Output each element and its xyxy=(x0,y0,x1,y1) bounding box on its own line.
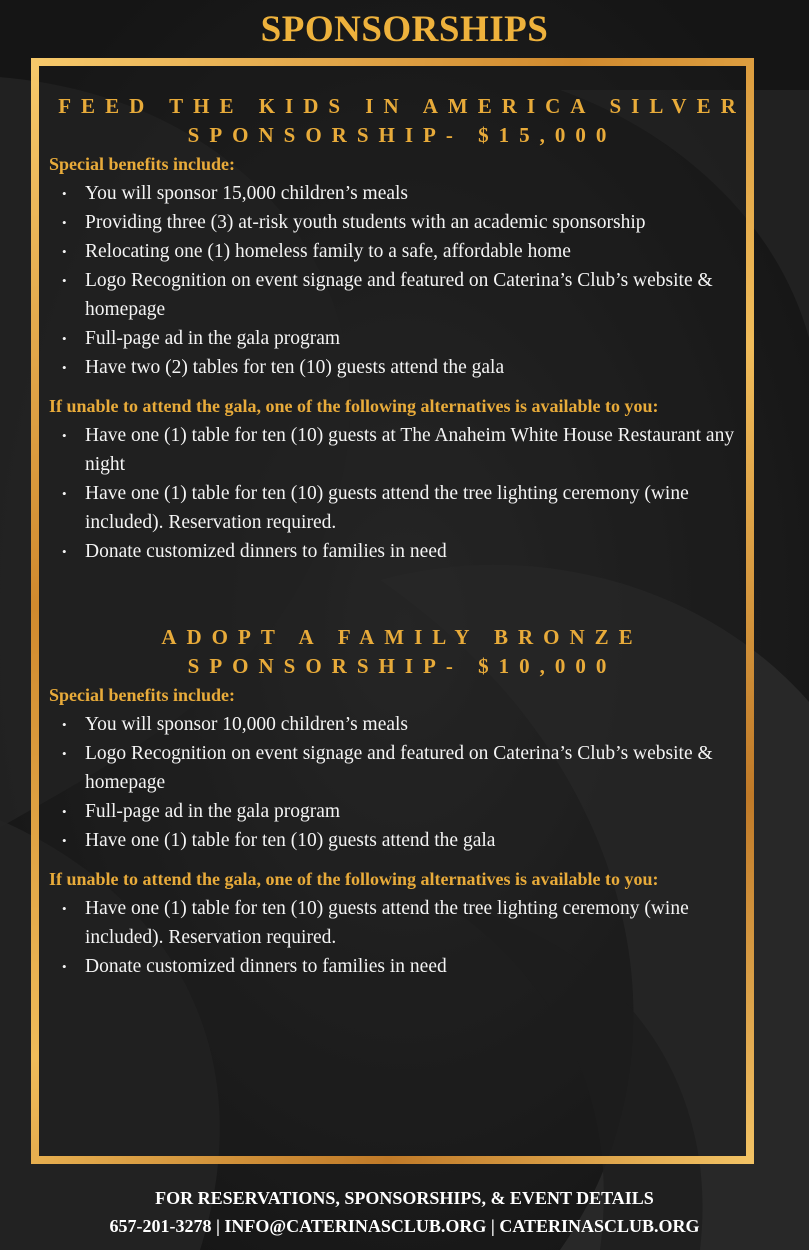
silver-alternatives-list xyxy=(49,421,761,566)
list-item: • Full-page ad in the gala program xyxy=(62,797,761,826)
silver-alternatives-label: If unable to attend the gala, one of the following alternatives is available to you: xyxy=(49,396,659,416)
silver-benefits-label: Special benefits include: xyxy=(49,154,236,174)
silver-benefits-list xyxy=(49,179,761,382)
silver-title-line1: FEED THE KIDS IN AMERICA SILVER xyxy=(58,94,746,118)
bronze-benefits-list xyxy=(49,710,761,855)
footer-reservations-line: FOR RESERVATIONS, SPONSORSHIPS, & EVENT DETAILS xyxy=(155,1188,654,1208)
bronze-sponsorship-title xyxy=(43,623,761,681)
page-title: SPONSORSHIPS xyxy=(260,9,549,50)
bronze-title-line2: SPONSORSHIP- $10,000 xyxy=(187,654,617,678)
list-item: • Have one (1) table for ten (10) guests attend the tree lighting ceremony (wine included). Reservation required. xyxy=(62,479,761,537)
bronze-benefits-label: Special benefits include: xyxy=(49,685,236,705)
silver-sponsorship-title xyxy=(43,92,761,150)
silver-title-line2: SPONSORSHIP- $15,000 xyxy=(187,123,617,147)
bronze-title-line1: ADOPT A FAMILY BRONZE xyxy=(161,625,643,649)
bronze-sponsorship-section xyxy=(49,623,761,981)
list-item: • Have one (1) table for ten (10) guests attend the gala xyxy=(62,826,761,855)
footer-contact-line: 657-201-3278 | INFO@CATERINASCLUB.ORG | CATERINASCLUB.ORG xyxy=(109,1216,700,1236)
bronze-alternatives-label: If unable to attend the gala, one of the following alternatives is available to you: xyxy=(49,869,659,889)
list-item: • Providing three (3) at-risk youth students with an academic sponsorship xyxy=(62,208,761,237)
list-item: • Have one (1) table for ten (10) guests at The Anaheim White House Restaurant any night xyxy=(62,421,761,479)
bronze-alternatives-list xyxy=(49,894,761,981)
list-item: • You will sponsor 10,000 children’s meals xyxy=(62,710,761,739)
list-item: • Logo Recognition on event signage and featured on Caterina’s Club’s website & homepage xyxy=(62,739,761,797)
list-item: • Have one (1) table for ten (10) guests attend the tree lighting ceremony (wine included). Reservation required. xyxy=(62,894,761,952)
list-item: • Donate customized dinners to families in need xyxy=(62,537,761,566)
list-item: • Have two (2) tables for ten (10) guests attend the gala xyxy=(62,353,761,382)
silver-sponsorship-section xyxy=(49,92,761,566)
list-item: • Relocating one (1) homeless family to a safe, affordable home xyxy=(62,237,761,266)
content xyxy=(49,92,761,981)
list-item: • Logo Recognition on event signage and featured on Caterina’s Club’s website & homepage xyxy=(62,266,761,324)
list-item: • Full-page ad in the gala program xyxy=(62,324,761,353)
list-item: • You will sponsor 15,000 children’s meals xyxy=(62,179,761,208)
list-item: • Donate customized dinners to families in need xyxy=(62,952,761,981)
